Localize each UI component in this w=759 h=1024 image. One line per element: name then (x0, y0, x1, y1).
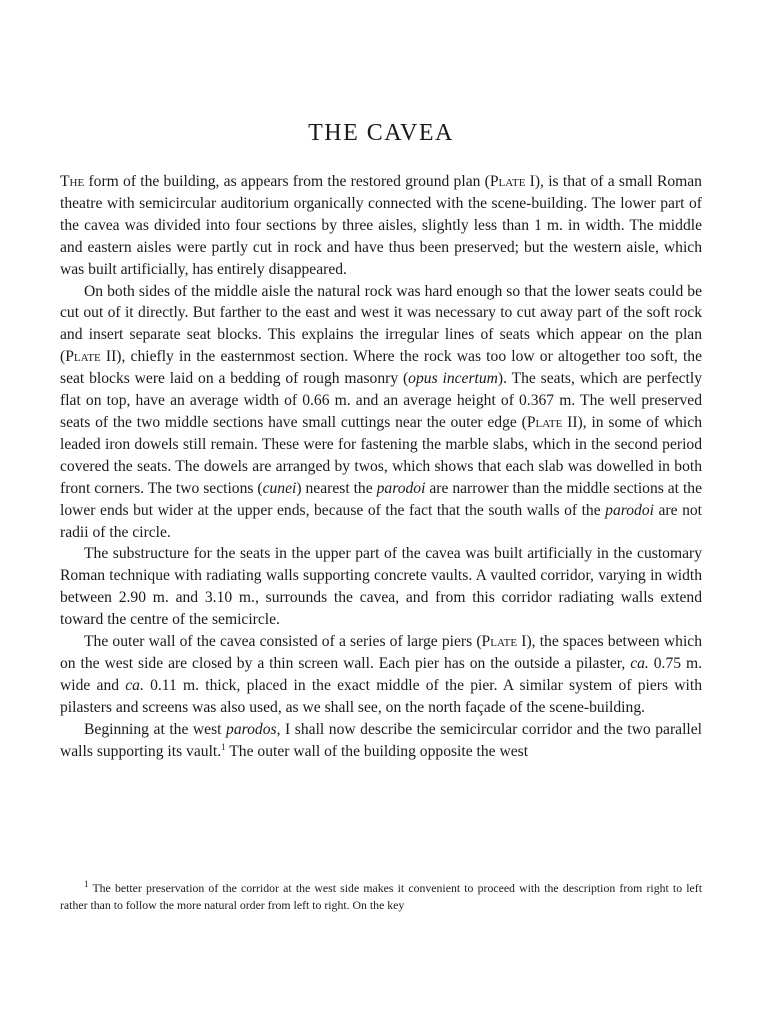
italic-text: parodoi (605, 501, 654, 519)
footnote-marker: 1 (84, 879, 89, 890)
small-caps-text: The (60, 173, 85, 190)
paragraph (60, 719, 702, 763)
text-run: II), chiefly in the easternmost section. Where the rock was too low or altogether too soft, the seat blocks were laid on a bedding of rough masonry ( (60, 348, 702, 388)
text-run: are narrower than the middle sections at the lower ends but wider at the upper ends, because of the fact that the south walls of the (60, 479, 703, 519)
italic-text: parodoi (376, 479, 426, 497)
italic-text: opus incertum (408, 370, 498, 388)
paragraph (60, 171, 702, 281)
italic-text: ca. (125, 676, 144, 694)
text-run: Beginning at the west (84, 720, 227, 738)
text-run: I), is that of a small Roman theatre with semicircular auditorium organically connected with the scene-building. The lower part of the cavea was divided into four sections by three aisles, slightly less than 1 m. in width. The middle and eastern aisles were partly cut in rock and have thus been preserved; but the western aisle, which was built artificially, has entirely disappeared. (60, 173, 702, 278)
text-run: ) nearest the (296, 479, 377, 497)
text-run: form of the building, as appears from the restored ground plan ( (84, 173, 490, 190)
small-caps-text: Plate (526, 413, 563, 431)
paragraph (60, 281, 702, 544)
page-title: THE CAVEA (308, 120, 454, 146)
text-run: ). The seats, which are perfectly flat on top, have an average width of 0.66 m. and an average height of 0.367 m. The well preserved seats of the two middle sections have small cuttings near the outer edge ( (60, 370, 702, 431)
text-run: The better preservation of the corridor at the west side makes it convenient to proceed with the description from right to left rather than to follow the more natural order from left to right. On the key (60, 881, 702, 912)
footnote-marker: 1 (221, 741, 226, 752)
small-caps-text: Plate (489, 173, 526, 190)
footnote (60, 880, 702, 914)
italic-text: cunei (262, 479, 297, 497)
text-run: The substructure for the seats in the upper part of the cavea was built artificially in the customary Roman technique with radiating walls supporting concrete vaults. A vaulted corridor, varying in width between 2.90 m. and 3.10 m., surrounds the cavea, and from this corridor radiating walls extend toward the centre of the semicircle. (60, 545, 702, 629)
text-run: , I shall now describe the semicircular corridor and the two parallel walls supporting its vault. (60, 720, 702, 760)
text-run: are not radii of the circle. (60, 501, 702, 541)
body-text (60, 171, 702, 762)
text-run: The outer wall of the building opposite the west (225, 742, 529, 760)
text-run: 0.11 m. thick, placed in the exact middle of the pier. A similar system of piers with pilasters and screens was also used, as we shall see, on the north façade of the scene-building. (60, 676, 702, 716)
paragraph (60, 631, 702, 719)
text-run: I), the spaces between which on the west side are closed by a thin screen wall. Each pier has on the outside a pilaster, (60, 633, 702, 672)
text-run: On both sides of the middle aisle the natural rock was hard enough so that the lower seats could be cut out of it directly. But farther to the east and west it was necessary to cut away part of the soft rock and insert separate seat blocks. This explains the irregular lines of seats which appear on the plan ( (60, 282, 702, 366)
text-run: The outer wall of the cavea consisted of a series of large piers ( (84, 633, 482, 651)
small-caps-text: Plate (65, 348, 101, 366)
text-run: 0.75 m. wide and (60, 654, 703, 694)
text-run: II), in some of which leaded iron dowels still remain. These were for fastening the marble slabs, which in the second period covered the seats. The dowels are arranged by twos, which shows that each slab was dowelled in both front corners. The two sections ( (60, 413, 702, 497)
page (60, 0, 702, 1024)
paragraph (60, 543, 702, 631)
small-caps-text: Plate (481, 633, 518, 651)
italic-text: ca. (630, 654, 649, 672)
italic-text: parodos (226, 720, 277, 738)
